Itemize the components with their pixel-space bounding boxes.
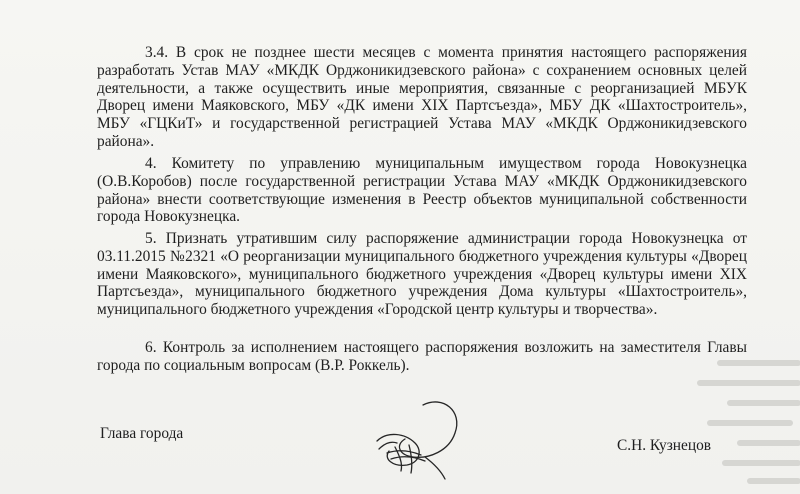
handwritten-signature <box>365 393 475 483</box>
bleed-through-lines <box>680 355 800 485</box>
signatory-title: Глава города <box>100 425 184 442</box>
signatory-name: С.Н. Кузнецов <box>617 437 712 454</box>
paragraph-4: 4. Комитету по управлению муниципальным имуществом города Новокузнецка (О.В.Коробов) после государственной регистрации Устава МАУ «МКДК Орджоникидзевского района» внести соответствующие изменения в Реестр объектов муниципальной собственности города Новокузнецка. <box>97 155 747 226</box>
bleed-through-marks <box>680 355 800 491</box>
paragraph-6: 6. Контроль за исполнением настоящего распоряжения возложить на заместителя Главы города по социальным вопросам (В.Р. Роккель). <box>97 339 747 374</box>
paragraph-5: 5. Признать утратившим силу распоряжение администрации города Новокузнецка от 03.11.2015 №2321 «О реорганизации муниципального бюджетного учреждения культуры «Дворец имени Маяковского», муниципального бюджетного учреждения «Дворец культуры имени XIX Партсъезда», муниципального бюджетного учреждения Дома культуры «Шахтостроитель», муниципального бюджетного учреждения «Городской центр культуры и творчества». <box>97 230 747 319</box>
paragraph-3-4: 3.4. В срок не позднее шести месяцев с момента принятия настоящего распоряжения разработать Устав МАУ «МКДК Орджоникидзевского района» с сохранением основных целей деятельности, а также осуществить иные мероприятия, связанные с реорганизацией МБУК Дворец имени Маяковского, МБУ «ДК имени XIX Партсъезда», МБУ ДК «Шахтостроитель», МБУ «ГЦКиТ» и государственной регистрацией Устава МАУ «МКДК Орджоникидзевского района». <box>97 44 747 150</box>
